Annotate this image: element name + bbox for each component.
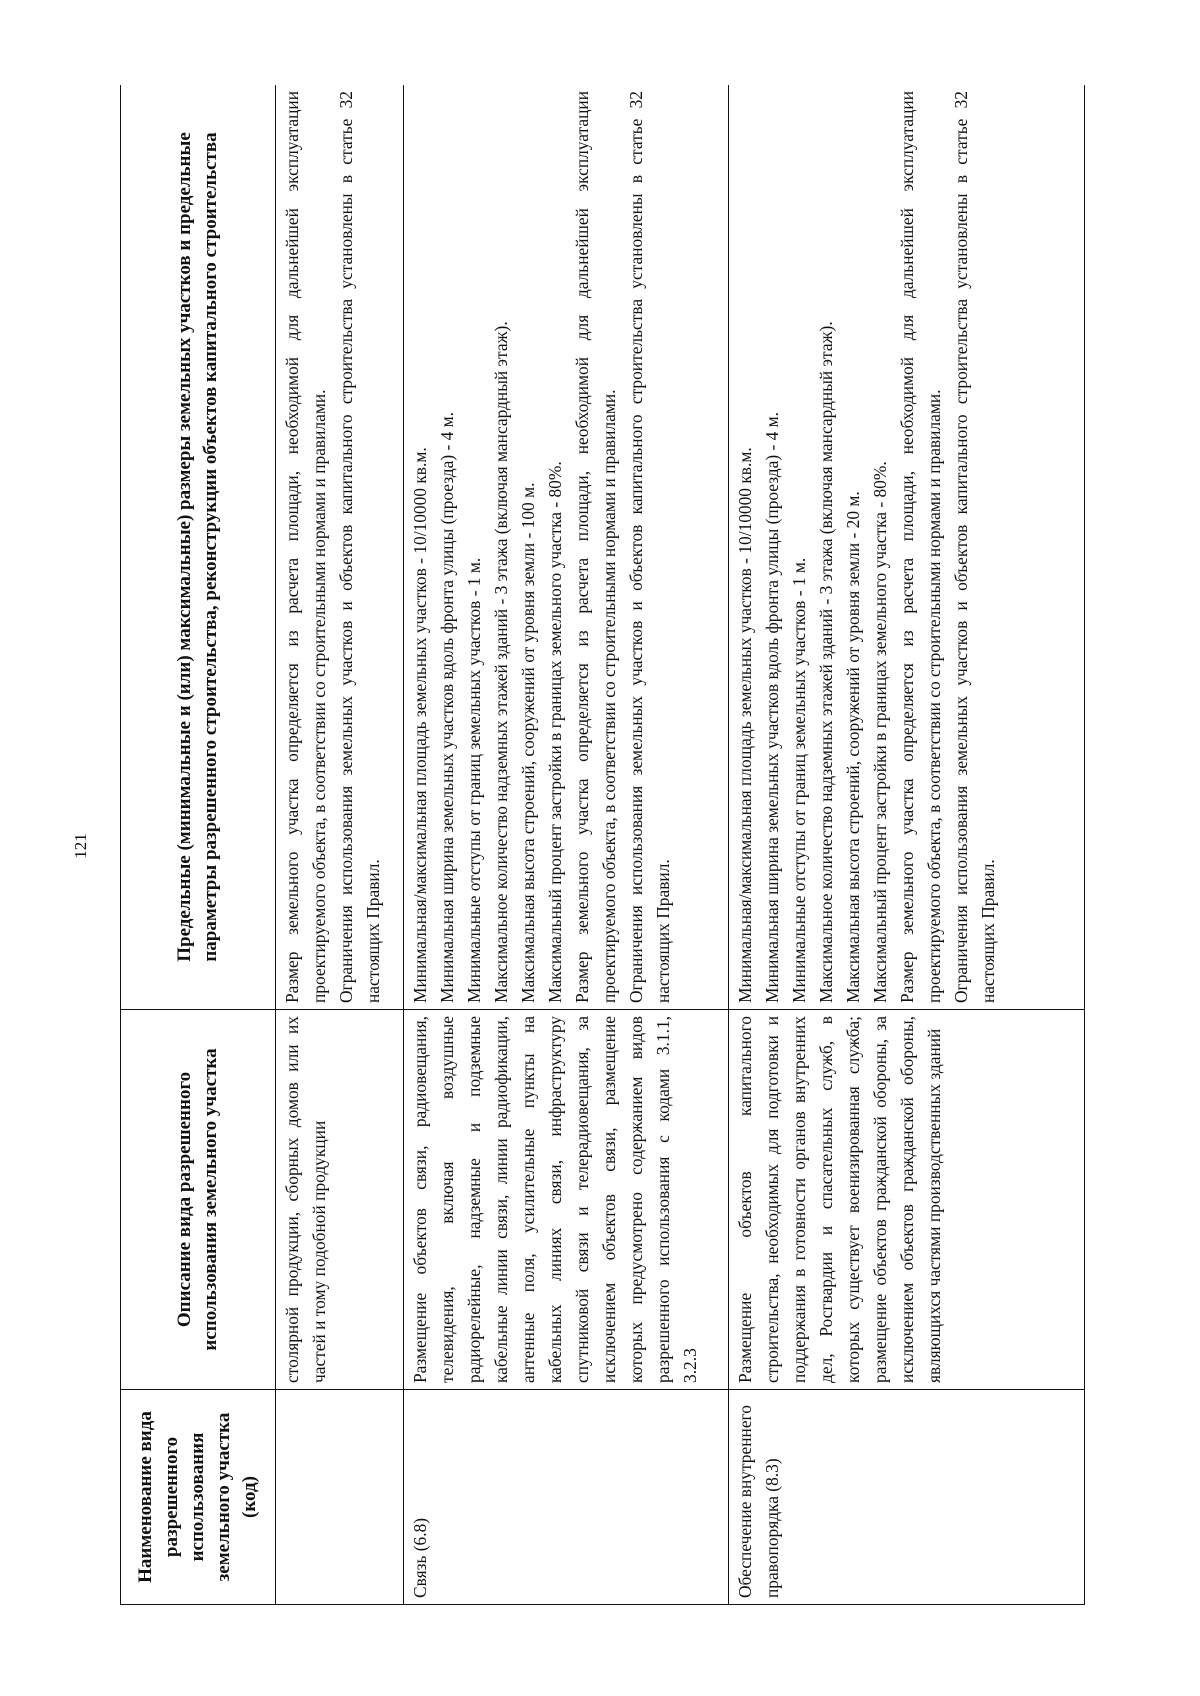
row-name: Связь (6.8) — [404, 1390, 729, 1605]
param-line: Размер земельного участка определяется из расчета площади, необходимой для дальнейшей эксплуатации проектируемого объекта, в соответствии со строительными нормами и правилами. — [572, 91, 619, 1003]
param-line: Размер земельного участка определяется из расчета площади, необходимой для дальнейшей эксплуатации проектируемого объекта, в соответствии со строительными нормами и правилами. — [897, 91, 944, 1003]
param-line: Минимальные отступы от границ земельных участков - 1 м. — [789, 557, 809, 1003]
row-params — [404, 85, 729, 1010]
param-line: Максимальный процент застройки в границах земельного участка - 80%. — [545, 461, 565, 1003]
row-description: Размещение объектов связи, радиовещания, телевидения, включая воздушные радиорелейные, надземные и подземные кабельные линии связи, линии радиофикации, антенные поля, усилительные пункты на кабельных линиях связи, инфраструктуру спутниковой связи и телерадиовещания, за исключением объектов связи, размещение которых предусмотрено содержанием видов разрешенного использования с кодами 3.1.1, 3.2.3 — [404, 1010, 729, 1390]
table-row — [276, 85, 404, 1605]
param-line: Размер земельного участка определяется из расчета площади, необходимой для дальнейшей эксплуатации проектируемого объекта, в соответствии со строительными нормами и правилами. — [282, 91, 329, 1003]
header-params: Предельные (минимальные и (или) максимальные) размеры земельных участков и предельные параметры разрешенного строительства, реконструкции объектов капитального строительства — [121, 85, 276, 1010]
row-name — [276, 1390, 404, 1605]
param-line: Минимальная/максимальная площадь земельных участков - 10/10000 кв.м. — [735, 447, 755, 1003]
header-name: Наименование вида разрешенного использования земельного участка (код) — [121, 1390, 276, 1605]
row-description: Размещение объектов капитального строительства, необходимых для подготовки и поддержания в готовности органов внутренних дел, Росгвардии и спасательных служб, в которых существует военизированная служба; размещение объектов гражданской обороны, за исключением объектов гражданской обороны, являющихся частями производственных зданий — [729, 1010, 1085, 1390]
rotated-content — [120, 85, 1085, 1605]
row-description: столярной продукции, сборных домов или их частей и тому подобной продукции — [276, 1010, 404, 1390]
header-description: Описание вида разрешенного использования земельного участка — [121, 1010, 276, 1390]
param-line: Ограничения использования земельных участков и объектов капитального строительства установлены в статье 32 настоящих Правил. — [951, 91, 998, 1003]
param-line: Минимальная ширина земельных участков вдоль фронта улицы (проезда) - 4 м. — [437, 411, 457, 1003]
row-name: Обеспечение внутреннего правопорядка (8.3) — [729, 1390, 1085, 1605]
param-line: Максимальная высота строений, сооружений от уровня земли - 20 м. — [843, 491, 863, 1003]
param-line: Максимальное количество надземных этажей зданий - 3 этажа (включая мансардный этаж). — [491, 321, 511, 1003]
param-line: Максимальное количество надземных этажей зданий - 3 этажа (включая мансардный этаж). — [816, 321, 836, 1003]
rotated-table-area — [120, 85, 1085, 1605]
param-line: Максимальный процент застройки в границах земельного участка - 80%. — [870, 461, 890, 1003]
table-row — [404, 85, 729, 1605]
table-header-row — [121, 85, 276, 1605]
param-line: Ограничения использования земельных участков и объектов капитального строительства установлены в статье 32 настоящих Правил. — [336, 91, 383, 1003]
table-row — [729, 85, 1085, 1605]
param-line: Максимальная высота строений, сооружений от уровня земли - 100 м. — [518, 482, 538, 1003]
param-line: Ограничения использования земельных участков и объектов капитального строительства установлены в статье 32 настоящих Правил. — [626, 91, 673, 1003]
row-params — [276, 85, 404, 1010]
param-line: Минимальные отступы от границ земельных участков - 1 м. — [464, 557, 484, 1003]
regulations-table — [120, 85, 1085, 1605]
page-number: 121 — [70, 833, 90, 859]
param-line: Минимальная ширина земельных участков вдоль фронта улицы (проезда) - 4 м. — [762, 411, 782, 1003]
param-line: Минимальная/максимальная площадь земельных участков - 10/10000 кв.м. — [410, 447, 430, 1003]
row-params — [729, 85, 1085, 1010]
